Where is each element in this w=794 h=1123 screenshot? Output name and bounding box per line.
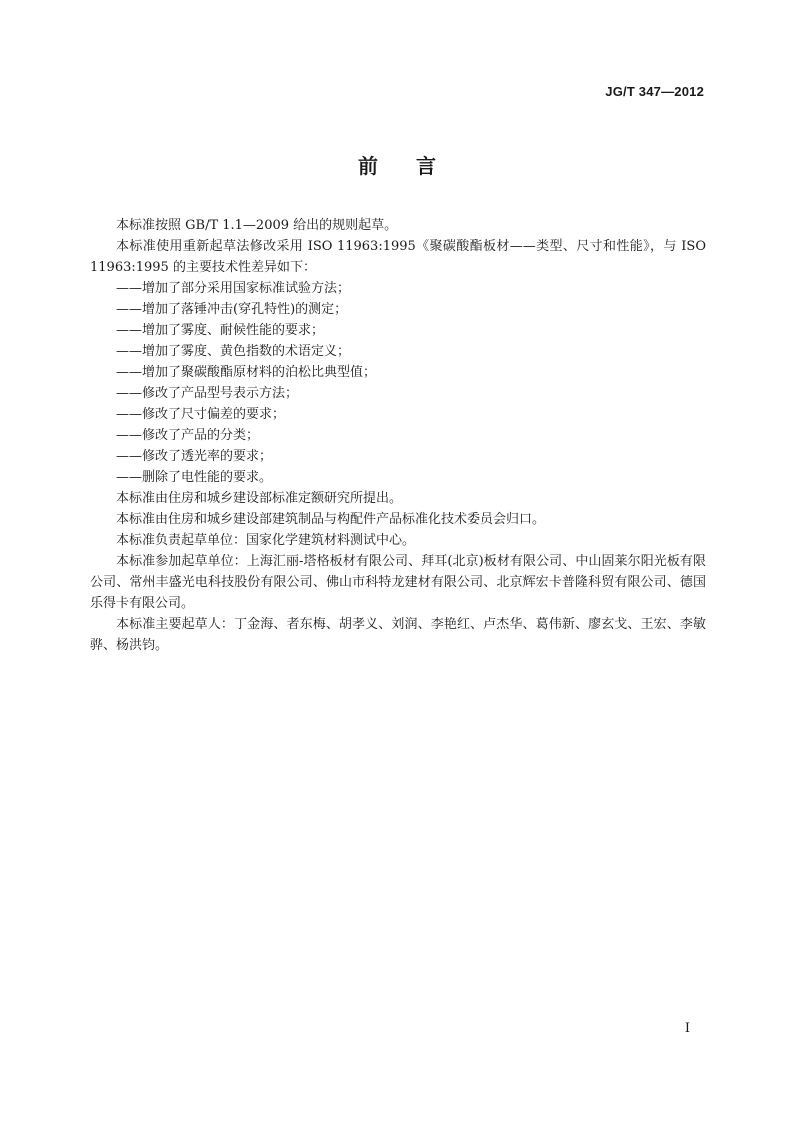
paragraph: 本标准参加起草单位：上海汇丽-塔格板材有限公司、拜耳(北京)板材有限公司、中山固莱尔阳光板有限公司、常州丰盛光电科技股份有限公司、佛山市科特龙建材有限公司、北京辉宏卡普隆科贸有限公司、德国乐得卡有限公司。 bbox=[90, 554, 706, 611]
paragraph: 本标准由住房和城乡建设部标准定额研究所提出。 bbox=[116, 491, 403, 506]
paragraph: 本标准主要起草人：丁金海、者东梅、胡孝义、刘润、李艳红、卢杰华、葛伟新、廖玄戈、王宏、李敏骅、杨洪钧。 bbox=[90, 617, 706, 653]
paragraph: 本标准由住房和城乡建设部建筑制品与构配件产品标准化技术委员会归口。 bbox=[116, 512, 546, 527]
list-item: ——修改了尺寸偏差的要求； bbox=[116, 407, 286, 422]
list-item: ——修改了产品的分类； bbox=[116, 428, 260, 443]
page-number: I bbox=[684, 1021, 690, 1036]
paragraph: 本标准按照 GB/T 1.1—2009 给出的规则起草。 bbox=[116, 218, 398, 233]
list-item: ——修改了产品型号表示方法； bbox=[116, 386, 299, 401]
standard-code: JG/T 347—2012 bbox=[605, 84, 704, 99]
list-item: ——增加了雾度、黄色指数的术语定义； bbox=[116, 344, 351, 359]
paragraph: 本标准负责起草单位：国家化学建筑材料测试中心。 bbox=[116, 533, 416, 548]
list-item: ——增加了落锤冲击(穿孔特性)的测定； bbox=[116, 302, 348, 317]
list-item: ——删除了电性能的要求。 bbox=[116, 470, 273, 485]
list-item: ——增加了部分采用国家标准试验方法； bbox=[116, 281, 351, 296]
list-item: ——修改了透光率的要求； bbox=[116, 449, 273, 464]
page-title: 前言 bbox=[358, 154, 474, 178]
paragraph: 本标准使用重新起草法修改采用 ISO 11963:1995《聚碳酸酯板材——类型、尺寸和性能》，与 ISO 11963:1995 的主要技术性差异如下： bbox=[90, 239, 706, 275]
list-item: ——增加了聚碳酸酯原材料的泊松比典型值； bbox=[116, 365, 377, 380]
document-body bbox=[90, 215, 706, 656]
list-item: ——增加了雾度、耐候性能的要求； bbox=[116, 323, 325, 338]
